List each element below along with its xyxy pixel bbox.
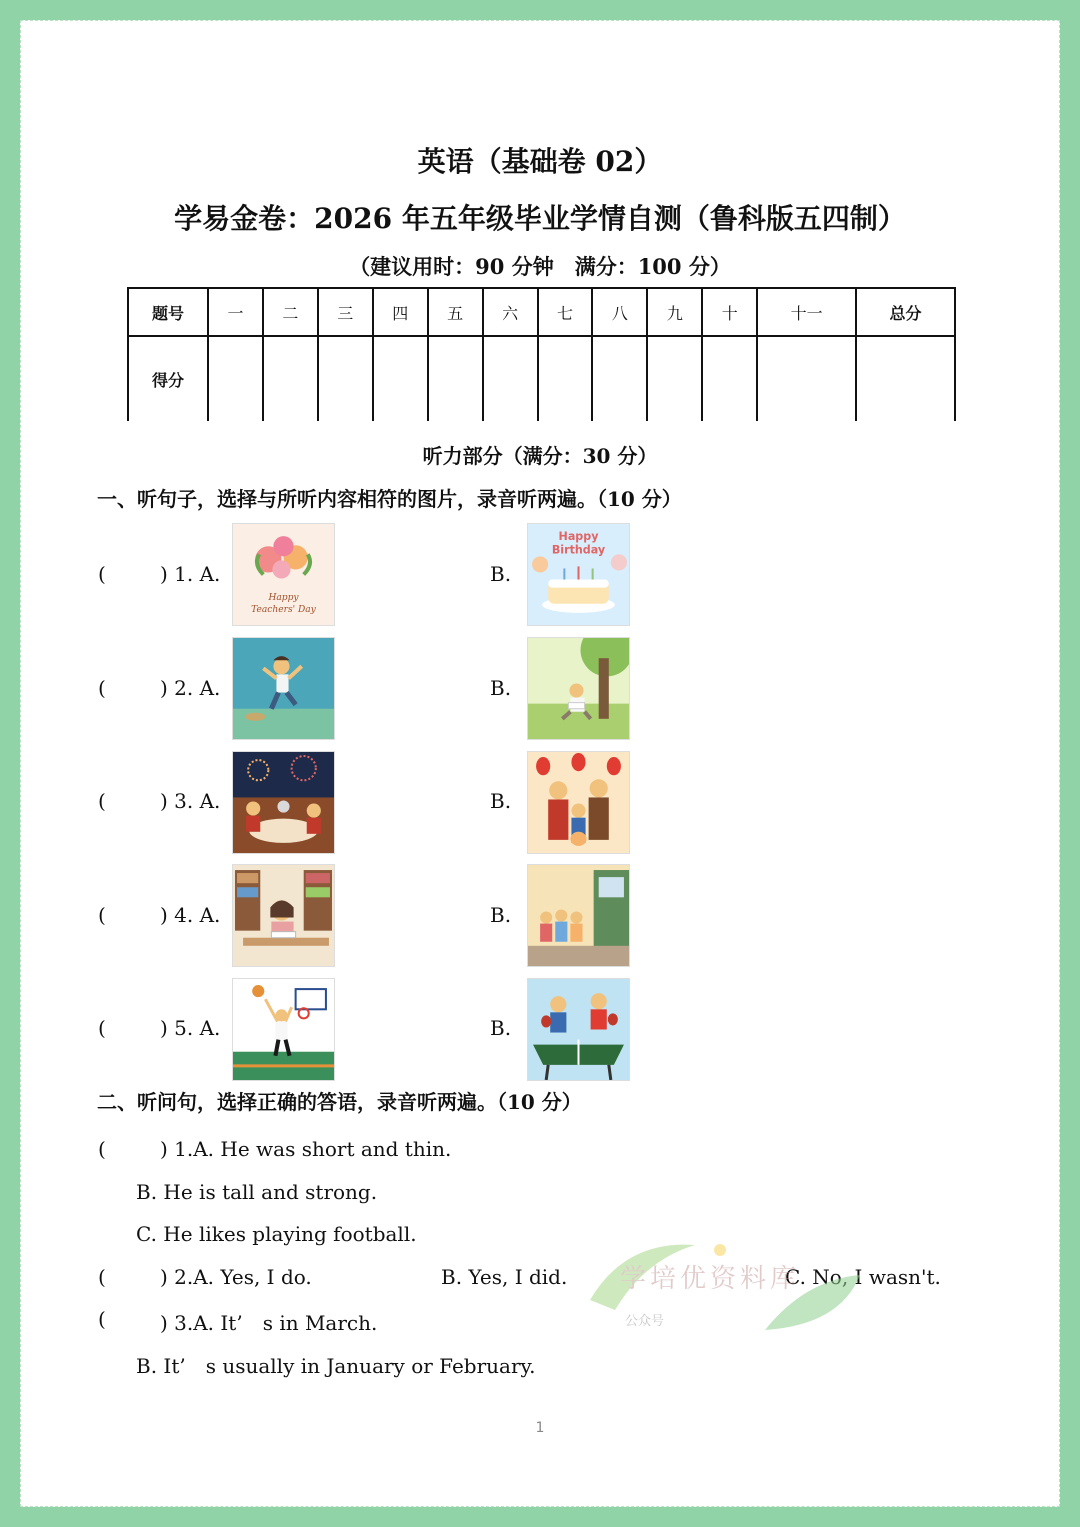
family-lanterns-image: [527, 751, 630, 854]
svg-text:Teachers' Day: Teachers' Day: [251, 604, 316, 615]
option-b-label: B.: [490, 562, 512, 586]
option-b-label: B.: [490, 676, 512, 700]
score-label: 得分: [128, 336, 208, 421]
col-header: 七: [538, 288, 593, 336]
title-line-2: 学易金卷：2026 年五年级毕业学情自测（鲁科版五四制）: [174, 202, 906, 235]
score-cell[interactable]: [373, 336, 428, 421]
answer-paren[interactable]: (: [98, 676, 106, 700]
score-table-header-row: [128, 288, 955, 336]
col-header: 十: [702, 288, 757, 336]
score-cell[interactable]: [483, 336, 538, 421]
col-header: 三: [318, 288, 373, 336]
basketball-player-image: [232, 978, 335, 1081]
answer-paren[interactable]: (: [98, 1016, 106, 1040]
svg-text:Happy: Happy: [268, 592, 299, 603]
q2-option-c: C. No, I wasn't.: [785, 1265, 941, 1289]
score-cell[interactable]: [856, 336, 955, 421]
children-bus-stop-image: [527, 864, 630, 967]
col-header: 四: [373, 288, 428, 336]
question-number: ) 5. A.: [160, 1016, 221, 1040]
boy-reading-under-tree-image: [527, 637, 630, 740]
section2-heading: 二、听问句，选择正确的答语，录音听两遍。（10 分）: [97, 1090, 582, 1114]
score-cell[interactable]: [592, 336, 647, 421]
q2-option-b: B. Yes, I did.: [441, 1265, 568, 1289]
page-number: 1: [535, 1420, 545, 1436]
option-b-label: B.: [490, 789, 512, 813]
header-label: 题号: [128, 288, 208, 336]
q3-option-b: B. It’ s usually in January or February.: [136, 1354, 536, 1378]
col-header: 九: [647, 288, 702, 336]
option-b-label: B.: [490, 903, 512, 927]
score-cell[interactable]: [538, 336, 593, 421]
section1-heading: 一、听句子，选择与所听内容相符的图片，录音听两遍。（10 分）: [97, 487, 682, 511]
family-dinner-fireworks-image: [232, 751, 335, 854]
score-table: [127, 287, 956, 421]
col-header: 六: [483, 288, 538, 336]
score-cell[interactable]: [757, 336, 856, 421]
watermark-text: 学培优资料库: [620, 1264, 801, 1294]
q2-option-a: ) 2.A. Yes, I do.: [160, 1265, 312, 1289]
score-cell[interactable]: [318, 336, 373, 421]
col-header: 八: [592, 288, 647, 336]
score-cell[interactable]: [263, 336, 318, 421]
title-line-1: 英语（基础卷 02）: [417, 145, 663, 178]
watermark-sub: 公众号: [625, 1314, 665, 1329]
score-cell[interactable]: [647, 336, 702, 421]
teachers-day-card-image: [232, 523, 335, 626]
col-header: 十一: [757, 288, 856, 336]
score-cell[interactable]: [702, 336, 757, 421]
svg-text:Happy: Happy: [558, 530, 599, 544]
col-header: 总分: [856, 288, 955, 336]
option-b-label: B.: [490, 1016, 512, 1040]
answer-paren[interactable]: (: [98, 1137, 106, 1161]
col-header: 二: [263, 288, 318, 336]
boy-dancing-in-rain-image: [232, 637, 335, 740]
score-cell[interactable]: [208, 336, 263, 421]
girl-reading-library-image: [232, 864, 335, 967]
q3-option-a: ) 3.A. It’ s in March.: [160, 1311, 378, 1335]
question-number: ) 4. A.: [160, 903, 221, 927]
answer-paren[interactable]: (: [98, 903, 106, 927]
watermark: [585, 1230, 885, 1340]
answer-paren[interactable]: (: [98, 562, 106, 586]
col-header: 一: [208, 288, 263, 336]
q1-option-c: C. He likes playing football.: [136, 1222, 417, 1246]
answer-paren[interactable]: (: [98, 1265, 106, 1289]
table-tennis-players-image: [527, 978, 630, 1081]
listening-header: 听力部分（满分：30 分）: [422, 444, 658, 468]
col-header: 五: [428, 288, 483, 336]
q1-option-a: ) 1.A. He was short and thin.: [160, 1137, 452, 1161]
question-number: ) 2. A.: [160, 676, 221, 700]
title-line-3: （建议用时：90 分钟 满分：100 分）: [349, 254, 731, 279]
question-number: ) 3. A.: [160, 789, 221, 813]
score-cell[interactable]: [428, 336, 483, 421]
svg-text:Birthday: Birthday: [551, 543, 606, 557]
answer-paren[interactable]: (: [98, 1307, 106, 1331]
birthday-cake-image: [527, 523, 630, 626]
score-table-score-row: [128, 336, 955, 421]
q1-option-b: B. He is tall and strong.: [136, 1180, 378, 1204]
answer-paren[interactable]: (: [98, 789, 106, 813]
question-number: ) 1. A.: [160, 562, 221, 586]
